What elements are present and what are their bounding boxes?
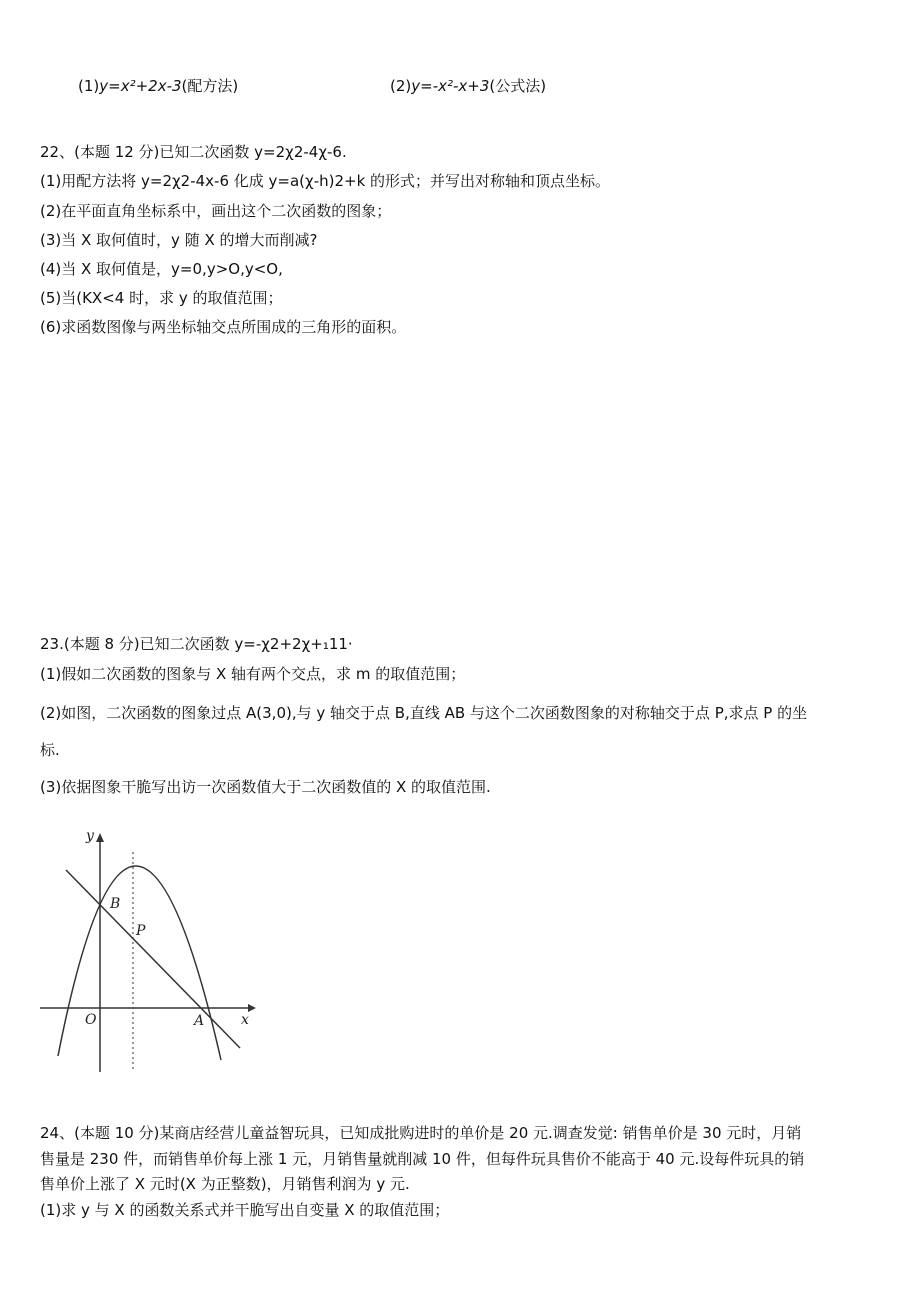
q22-item-2: (2)在平面直角坐标系中，画出这个二次函数的图象； (40, 202, 392, 220)
q22-item-6: (6)求函数图像与两坐标轴交点所围成的三角形的面积。 (40, 318, 407, 336)
y-axis-arrow (96, 833, 104, 842)
point-a-label: A (194, 1013, 205, 1029)
x-axis-arrow (248, 1004, 256, 1012)
q24-line-3: 售单价上涨了 X 元时(X 为正整数)，月销售利润为 y 元. (40, 1175, 410, 1193)
q21-part2 (390, 76, 546, 96)
q21-part2-method: (公式法) (489, 77, 547, 95)
q21-part1 (78, 76, 238, 96)
origin-label: O (85, 1012, 97, 1028)
q22-item-4: (4)当 X 取何值是，y=0,y>O,y<O, (40, 260, 283, 278)
y-axis-label: y (86, 828, 94, 844)
q22-item-3: (3)当 X 取何值时，y 随 X 的增大而削减? (40, 231, 318, 249)
q24-line-1: 24、(本题 10 分)某商店经营儿童益智玩具，已知成批购进时的单价是 20 元.调查发觉: 销售单价是 30 元时，月销 (40, 1124, 802, 1142)
point-b-label: B (110, 896, 121, 912)
q23-item-2-cont: 标. (40, 741, 60, 759)
q21-part2-formula: y=-x²-x+3 (411, 77, 490, 95)
parabola-line-graph (36, 824, 276, 1076)
q21-part1-prefix: (1) (78, 77, 100, 95)
q21-part1-method: (配方法) (181, 77, 239, 95)
q23-item-2: (2)如图，二次函数的图象过点 A(3,0),与 y 轴交于点 B,直线 AB 与这个二次函数图象的对称轴交于点 P,求点 P 的坐 (40, 704, 808, 722)
q23-title: 23.(本题 8 分)已知二次函数 y=-χ2+2χ+₁11· (40, 635, 353, 653)
parabola-curve (58, 866, 221, 1060)
point-p-label: P (136, 923, 146, 939)
q24-line-2: 售量是 230 件，而销售单价每上涨 1 元，月销售量就削减 10 件，但每件玩具售价不能高于 40 元.设每件玩具的销 (40, 1150, 805, 1168)
q22-item-1: (1)用配方法将 y=2χ2-4x-6 化成 y=a(χ-h)2+k 的形式；并写出对称轴和顶点坐标。 (40, 172, 611, 190)
q23-item-1: (1)假如二次函数的图象与 X 轴有两个交点，求 m 的取值范围； (40, 665, 466, 683)
q21-part1-formula: y=x²+2x-3 (99, 77, 182, 95)
q22-title: 22、(本题 12 分)已知二次函数 y=2χ2-4χ-6. (40, 143, 347, 161)
q22-item-5: (5)当(KX<4 时，求 y 的取值范围； (40, 289, 283, 307)
q24-line-4: (1)求 y 与 X 的函数关系式并干脆写出自变量 X 的取值范围； (40, 1201, 450, 1219)
q21-part2-prefix: (2) (390, 77, 412, 95)
q23-item-3: (3)依据图象干脆写出访一次函数值大于二次函数值的 X 的取值范围. (40, 778, 491, 796)
x-axis-label: x (241, 1012, 249, 1028)
